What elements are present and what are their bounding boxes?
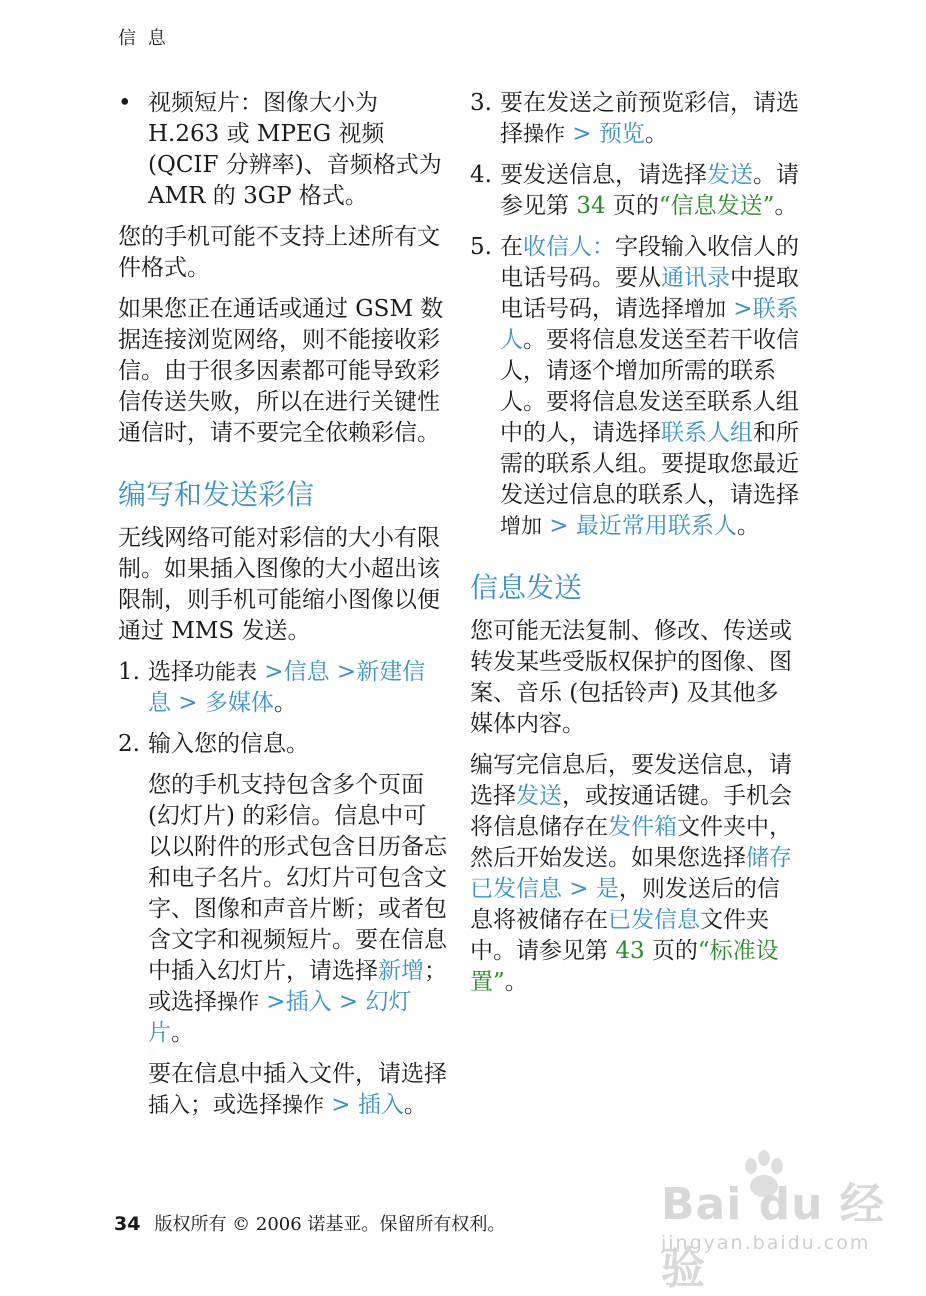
list-item-step1 [118, 657, 448, 719]
link-term: 收信人： [523, 234, 615, 260]
step-number: 1. [118, 659, 140, 685]
separator: > [257, 659, 284, 685]
page-ref[interactable]: 34 [576, 193, 606, 219]
link-term: 最近常用联系人 [575, 513, 737, 539]
watermark-url: jingyan.baidu.com [661, 1232, 871, 1254]
page-ref-title[interactable]: “标准设置” [470, 938, 779, 995]
watermark-logo: Bai du 经验 [661, 1179, 885, 1294]
right-column [470, 88, 800, 1008]
text: ；或选择 [190, 1092, 282, 1118]
separator: > [542, 513, 576, 539]
text: 。 [171, 1020, 194, 1046]
bullet-marker: • [118, 90, 132, 116]
text: 您的手机支持包含多个页面 (幻灯片) 的彩信。信息中可以以附件的形式包含日历备忘和电子名片。幻灯片可包含文字、图像和声音片断；或者包含文字和视频短片。要在信息中插入幻灯片，请选择 [148, 772, 447, 984]
link-term: 信息 [283, 659, 330, 685]
list-item-step4 [470, 160, 800, 222]
paragraph: 您的手机可能不支持上述所有文件格式。 [118, 224, 440, 281]
section-header: 信 息 [118, 28, 169, 49]
menu-term: 增加 [500, 514, 542, 538]
indented-paragraph [118, 1059, 448, 1121]
text: ；或选择 [148, 958, 447, 1015]
link-term: 新建信息 [148, 659, 426, 716]
section-heading: 编写和发送彩信 [118, 478, 315, 511]
page-number: 34 [114, 1213, 141, 1235]
separator: > [324, 1092, 358, 1118]
text: 和所需的联系人组。要提取您最近发送过信息的联系人，请选择 [500, 420, 799, 508]
menu-term: 功能表 [194, 660, 257, 684]
page-footer [114, 1210, 505, 1236]
link-term: 发送 [707, 162, 753, 188]
separator: > [259, 989, 286, 1015]
link-term: 插入 [285, 989, 332, 1015]
link-term: 已发信息 [608, 907, 700, 933]
text: 选择 [148, 659, 194, 685]
text: 。 [403, 1092, 427, 1118]
separator: > [562, 876, 596, 902]
paragraph: 您可能无法复制、修改、传送或转发某些受版权保护的图像、图案、音乐 (包括铃声) 及其他多媒体内容。 [470, 618, 792, 737]
text: 。 [774, 193, 798, 219]
text: 文件夹中，然后开始发送。如果您选择 [470, 814, 792, 871]
separator: > [726, 296, 753, 322]
text: 页的 [605, 193, 659, 219]
list-item-step2 [118, 729, 448, 760]
text: 。 [273, 690, 297, 716]
step-number: 5. [470, 234, 492, 260]
separator: > [329, 659, 357, 685]
text: 编写完信息后，要发送信息，请选择 [470, 752, 792, 809]
text: 文件夹中。请参见第 [470, 907, 769, 964]
paragraph [470, 750, 800, 998]
paragraph: 无线网络可能对彩信的大小有限制。如果插入图像的大小超出该限制，则手机可能缩小图像以便通过 MMS 发送。 [118, 525, 440, 644]
separator: > [565, 121, 599, 147]
link-term: 通讯录 [661, 265, 730, 291]
text: 要发送信息，请选择 [500, 162, 707, 188]
link-term: 联系人 [500, 296, 799, 353]
step-number: 3. [470, 90, 492, 116]
link-term: 储存已发信息 [470, 845, 792, 902]
page-ref[interactable]: 43 [615, 938, 645, 964]
text: ，则发送后的信息将被储存在 [470, 876, 780, 933]
list-item-bullet [118, 88, 448, 212]
separator: > [331, 989, 366, 1015]
link-term: 发送 [516, 783, 562, 809]
baidu-jingyan-watermark [655, 1150, 915, 1294]
text: 中提取电话号码，请选择 [500, 265, 799, 322]
list-item-step5 [470, 232, 800, 542]
link-term: 联系人组 [661, 420, 753, 446]
menu-term: 增加 [684, 297, 726, 321]
text: 要在发送之前预览彩信，请选择 [500, 90, 799, 147]
indented-paragraph [118, 770, 448, 1049]
text: 。 [504, 969, 528, 995]
menu-term: 操作 [282, 1093, 324, 1117]
left-column [118, 88, 448, 1131]
copyright-text: 版权所有 © 2006 诺基亚。保留所有权利。 [154, 1214, 506, 1235]
link-term: 多媒体 [204, 690, 274, 716]
bullet-text: 视频短片：图像大小为 H.263 或 MPEG 视频 (QCIF 分辨率)、音频格式为 AMR 的 3GP 格式。 [148, 90, 442, 209]
step-number: 4. [470, 162, 492, 188]
text: ，或按通话键。手机会将信息储存在 [470, 783, 792, 840]
link-term: 发件箱 [608, 814, 677, 840]
link-term: 幻灯片 [148, 989, 412, 1046]
text: 要在信息中插入文件，请选择 [148, 1061, 447, 1087]
text: 。 [736, 513, 760, 539]
list-item-step3 [470, 88, 800, 150]
text: 输入您的信息。 [148, 731, 309, 757]
menu-term: 操作 [523, 122, 565, 146]
page-ref-title[interactable]: “信息发送” [658, 193, 775, 219]
step-number: 2. [118, 731, 140, 757]
menu-term: 操作 [217, 990, 259, 1014]
link-term: 新增 [378, 958, 424, 984]
section-heading: 信息发送 [470, 571, 583, 604]
link-term: 预览 [598, 121, 645, 147]
paragraph: 如果您正在通话或通过 GSM 数据连接浏览网络，则不能接收彩信。由于很多因素都可能导致彩信传送失败，所以在进行关键性通信时，请不要完全依赖彩信。 [118, 296, 444, 446]
text: 字段输入收信人的电话号码。要从 [500, 234, 799, 291]
text: 。 [644, 121, 668, 147]
menu-term: 插入 [148, 1093, 190, 1117]
text: 。要将信息发送至若干收信人，请逐个增加所需的联系人。要将信息发送至联系人组中的人，请选择 [500, 327, 799, 446]
link-term: 插入 [357, 1092, 404, 1118]
link-term: 是 [595, 876, 619, 902]
text: 。请参见第 [500, 162, 799, 219]
separator: > [171, 690, 205, 716]
text: 在 [500, 234, 523, 260]
text: 页的 [644, 938, 698, 964]
